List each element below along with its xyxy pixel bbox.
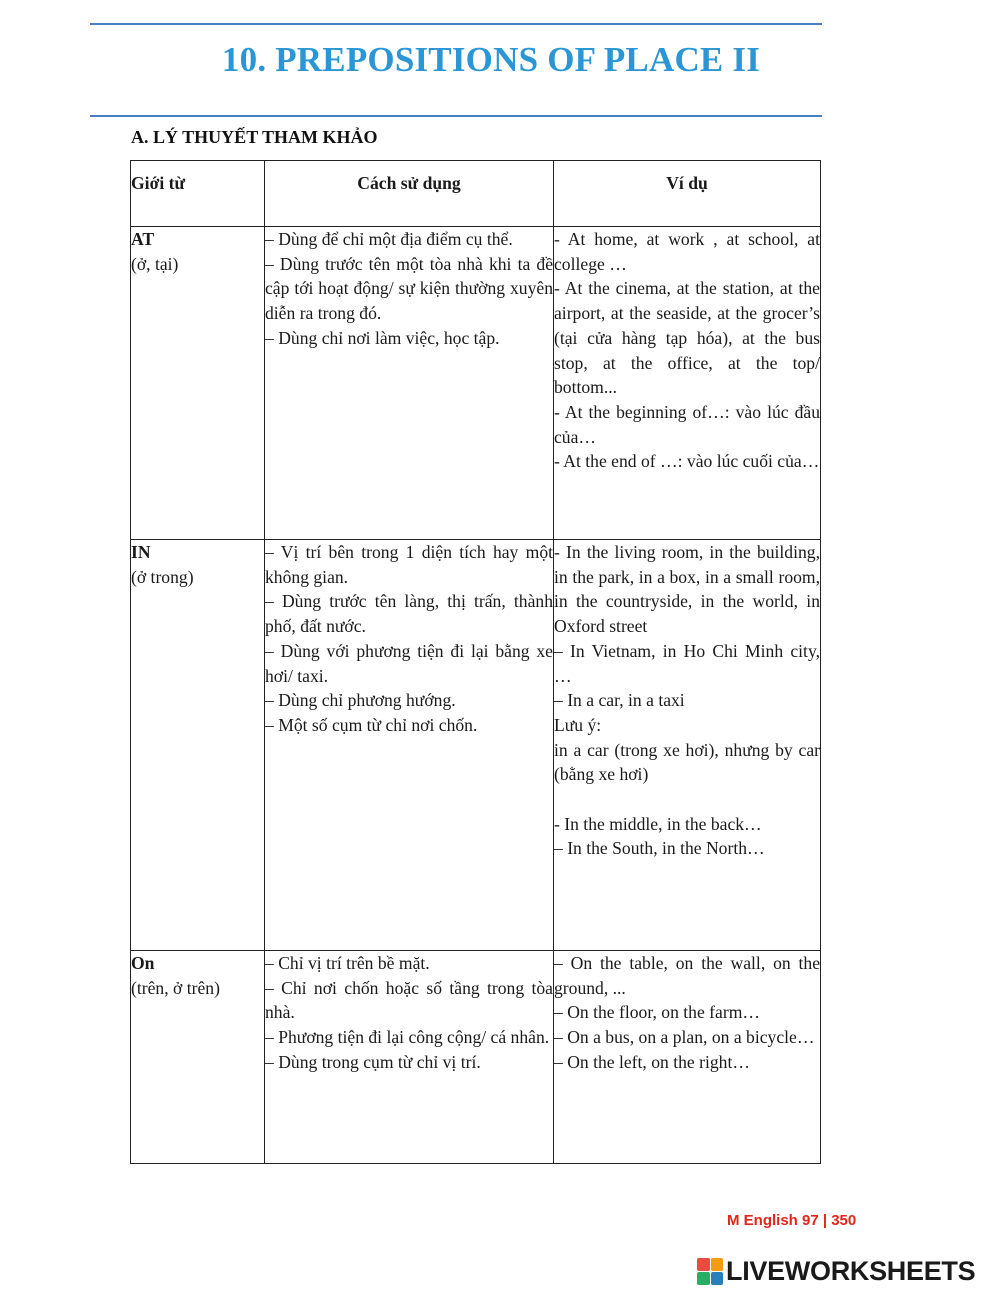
example-item: – On the table, on the wall, on the ground, ... xyxy=(554,953,820,998)
usage-item: – Dùng để chỉ một địa điểm cụ thể. xyxy=(265,229,513,249)
title-rule-bottom xyxy=(90,115,822,117)
example-item: - At home, at work , at school, at college … xyxy=(554,229,820,274)
example-item: – On the floor, on the farm… xyxy=(554,1002,760,1023)
column-header: Giới từ xyxy=(131,161,265,227)
usage-item: – Chỉ nơi chốn hoặc số tầng trong tòa nhà. xyxy=(265,977,553,1023)
page-title: 10. PREPOSITIONS OF PLACE II xyxy=(221,40,761,79)
example-item: – In a car, in a taxi xyxy=(554,690,685,711)
logo-square xyxy=(711,1258,724,1271)
table-body xyxy=(131,227,821,1164)
usage-cell xyxy=(265,951,554,1164)
preposition-meaning: (trên, ở trên) xyxy=(131,977,220,998)
section-heading: A. LÝ THUYẾT THAM KHẢO xyxy=(131,127,378,147)
table-row xyxy=(131,540,821,951)
usage-item: – Dùng chỉ nơi làm việc, học tập. xyxy=(265,327,500,348)
example-cell xyxy=(554,227,821,540)
logo-square xyxy=(697,1258,710,1271)
table-header-row xyxy=(131,161,821,227)
preposition-cell xyxy=(131,540,265,951)
usage-item: – Chỉ vị trí trên bề mặt. xyxy=(265,953,430,973)
column-header: Ví dụ xyxy=(554,161,821,227)
example-item: - At the beginning of…: vào lúc đầu của… xyxy=(554,401,820,447)
logo-square xyxy=(711,1272,724,1285)
preposition-name: On xyxy=(131,953,155,973)
example-cell xyxy=(554,951,821,1164)
prepositions-table xyxy=(130,160,821,1164)
preposition-name: AT xyxy=(131,229,155,249)
usage-item: – Một số cụm từ chỉ nơi chốn. xyxy=(265,714,478,735)
logo-text: LIVEWORKSHEETS xyxy=(726,1255,976,1286)
example-item: Lưu ý: xyxy=(554,714,602,735)
example-item: – On the left, on the right… xyxy=(554,1051,750,1072)
table-row xyxy=(131,951,821,1164)
logo-mark-icon xyxy=(697,1258,723,1285)
usage-item: – Phương tiện đi lại công cộng/ cá nhân. xyxy=(265,1027,550,1048)
usage-cell xyxy=(265,227,554,540)
usage-item: – Dùng trong cụm từ chỉ vị trí. xyxy=(265,1051,481,1072)
example-item: - In the middle, in the back… xyxy=(554,813,762,834)
preposition-cell xyxy=(131,227,265,540)
table-row xyxy=(131,227,821,540)
preposition-meaning: (ở trong) xyxy=(131,566,194,587)
example-item: in a car (trong xe hơi), nhưng by car (bằng xe hơi) xyxy=(554,739,820,785)
column-header: Cách sử dụng xyxy=(265,161,554,227)
usage-item: – Dùng chỉ phương hướng. xyxy=(265,690,456,711)
usage-item: – Dùng trước tên làng, thị trấn, thành phố, đất nước. xyxy=(265,591,553,637)
example-item: – In the South, in the North… xyxy=(554,838,765,859)
preposition-meaning: (ở, tại) xyxy=(131,253,179,274)
logo-square xyxy=(697,1272,710,1285)
page-number: M English 97 | 350 xyxy=(727,1212,857,1229)
example-cell xyxy=(554,540,821,951)
usage-item: – Dùng với phương tiện đi lại bằng xe hơi/ taxi. xyxy=(265,640,553,686)
preposition-name: IN xyxy=(131,542,151,562)
example-item: - At the end of …: vào lúc cuối của… xyxy=(554,451,820,472)
preposition-cell xyxy=(131,951,265,1164)
example-item xyxy=(554,787,820,812)
example-item: – In Vietnam, in Ho Chi Minh city, … xyxy=(554,640,820,686)
liveworksheets-logo xyxy=(697,1255,975,1287)
usage-cell xyxy=(265,540,554,951)
usage-item: – Dùng trước tên một tòa nhà khi ta đề cập tới hoạt động/ sự kiện thường xuyên diễn ra trong đó. xyxy=(265,253,553,324)
example-item: – On a bus, on a plan, on a bicycle… xyxy=(554,1027,815,1048)
usage-item: – Vị trí bên trong 1 diện tích hay một không gian. xyxy=(265,542,553,587)
example-item: - In the living room, in the building, in the park, in a box, in a small room, in the countryside, in the world, in Oxford street xyxy=(554,542,820,637)
example-item: - At the cinema, at the station, at the airport, at the seaside, at the grocer’s (tại cửa hàng tạp hóa), at the bus stop, at the office, at the top/ bottom... xyxy=(554,278,820,398)
title-rule-top xyxy=(90,23,822,25)
